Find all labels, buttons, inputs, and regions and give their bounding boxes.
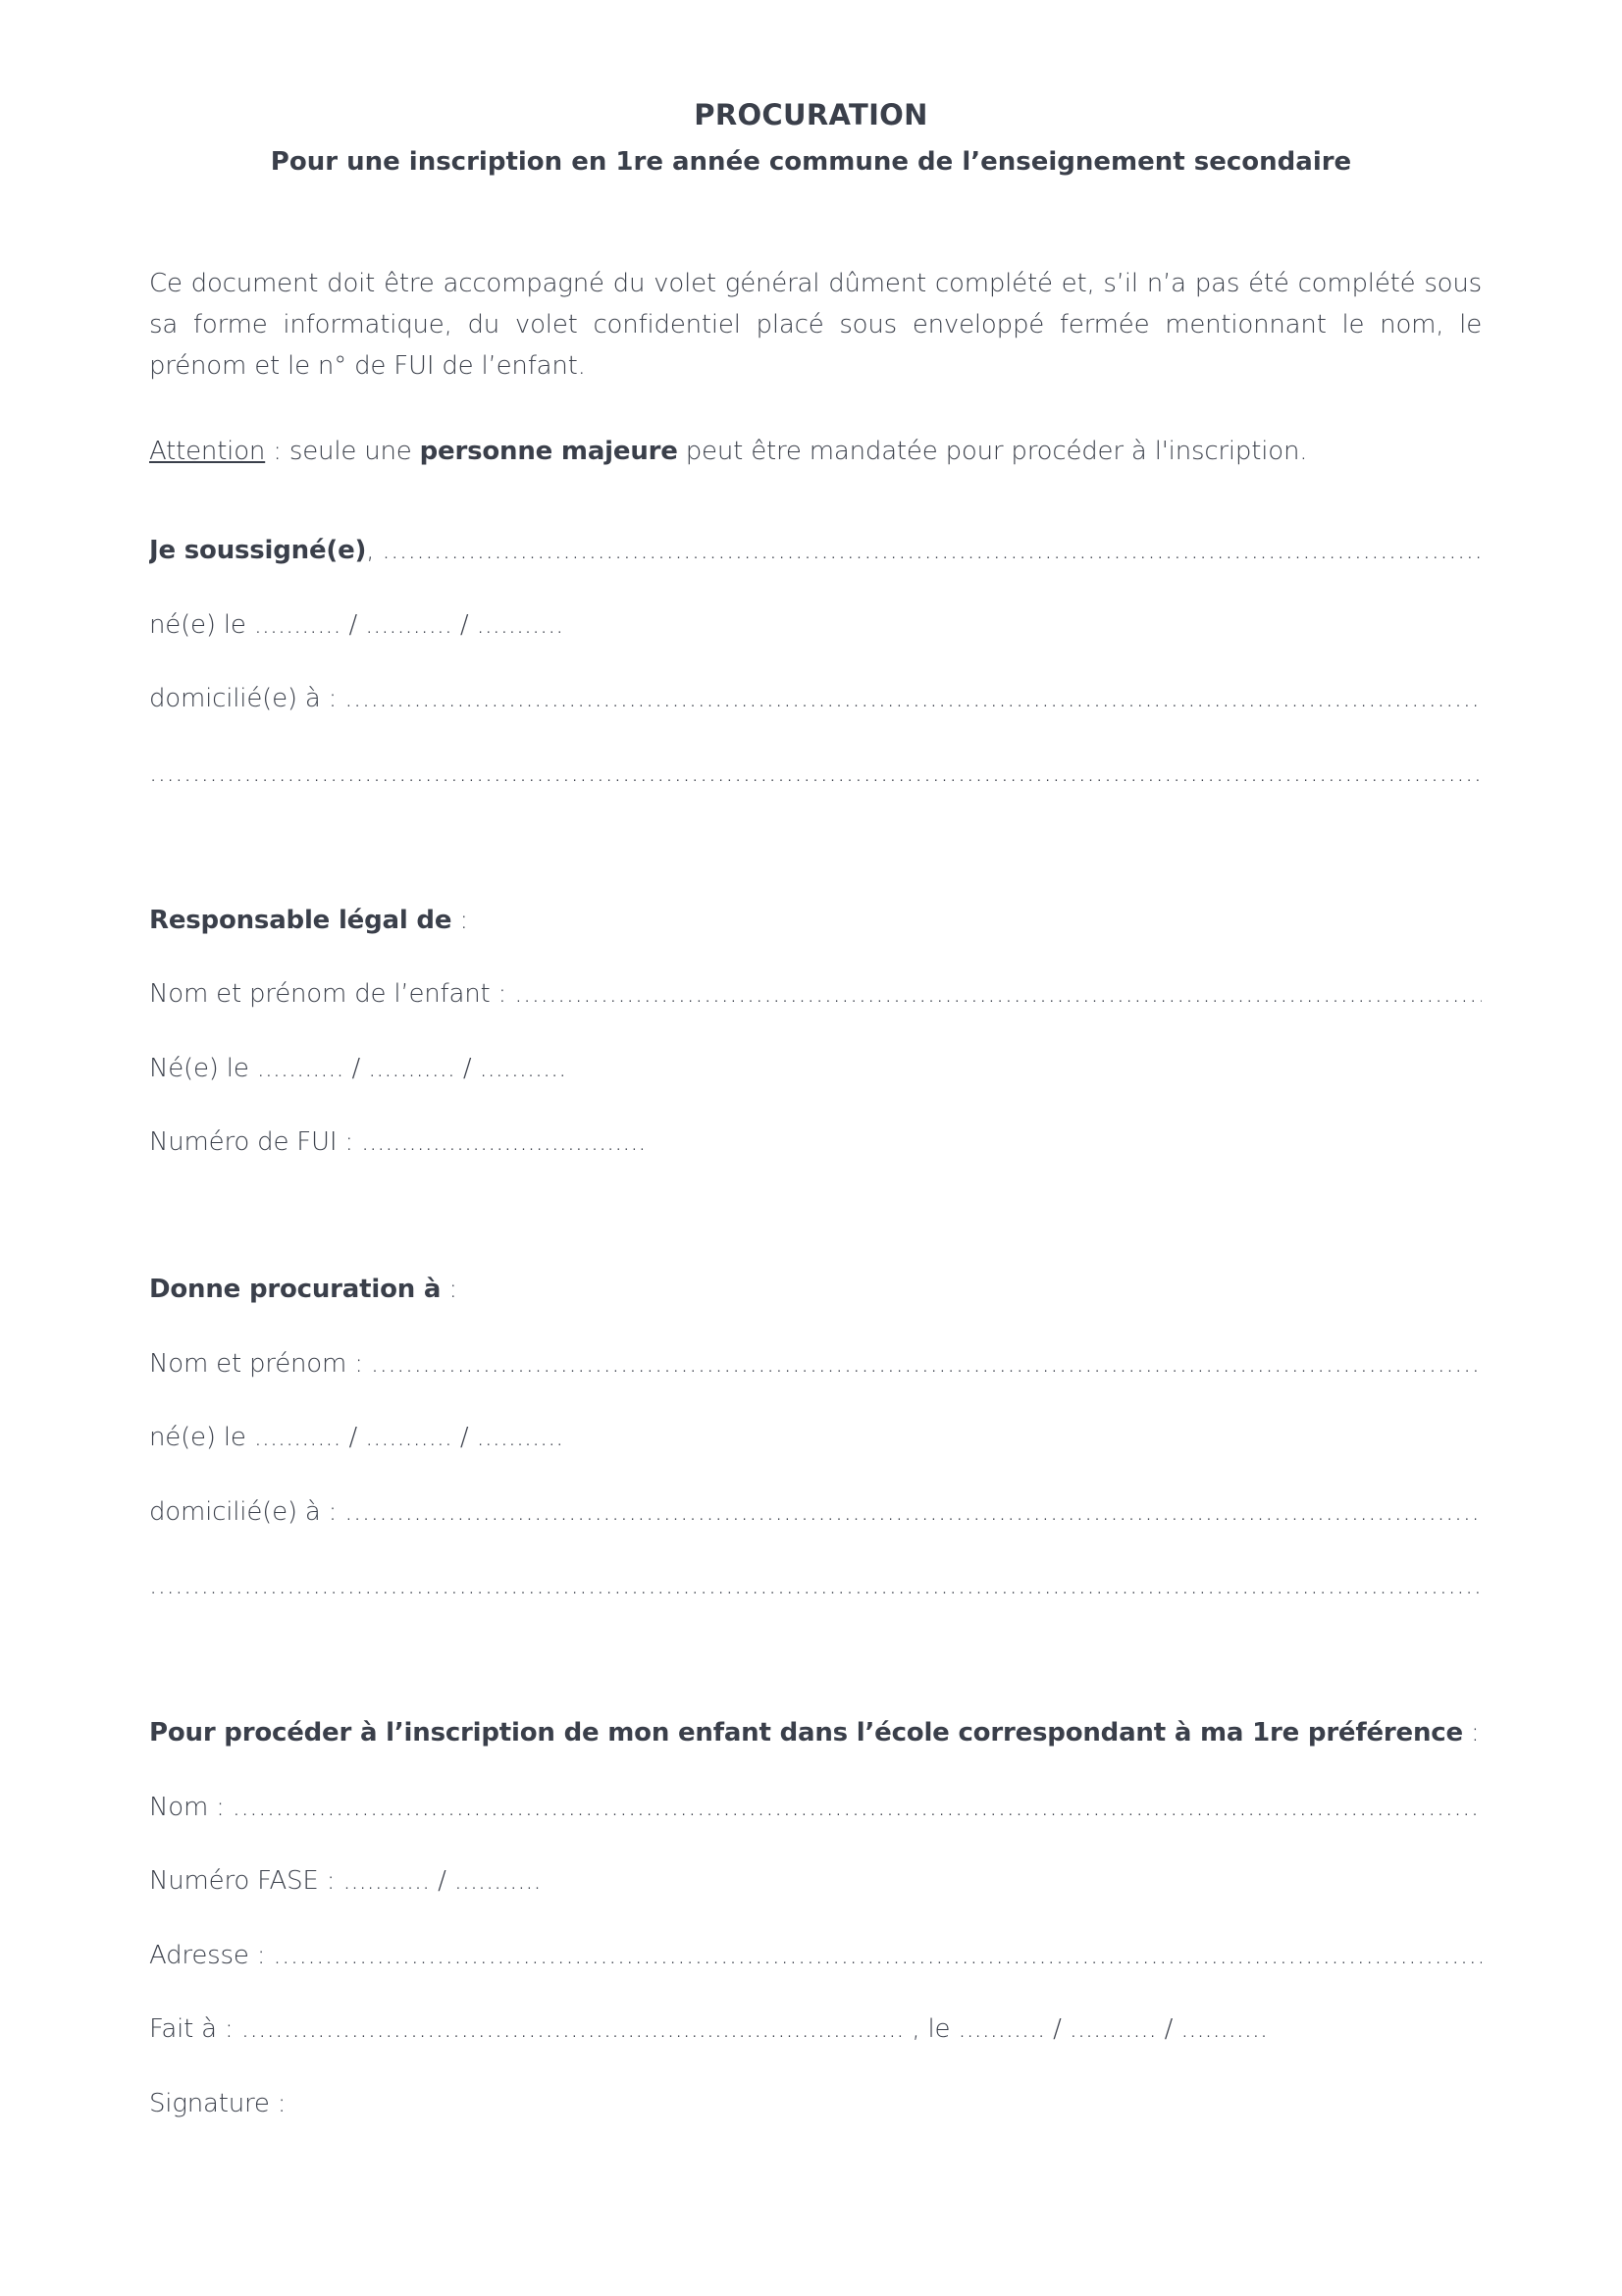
ecole-name-label: Nom : xyxy=(149,1793,233,1822)
mandataire-name-dots xyxy=(371,1344,1482,1383)
document-title: PROCURATION xyxy=(694,98,928,131)
soussigne-birth-field[interactable]: né(e) le ........... / ........... / ........... xyxy=(149,610,564,640)
ecole-fase-field[interactable]: Numéro FASE : ........... / ........... xyxy=(149,1866,542,1896)
procuration-heading-suffix: : xyxy=(441,1275,457,1304)
soussigne-address-dots-2 xyxy=(149,754,1482,793)
soussigne-address-dots xyxy=(344,679,1482,718)
mandataire-name-field[interactable] xyxy=(149,1344,1482,1383)
responsable-heading-suffix: : xyxy=(451,906,468,935)
ecole-address-field[interactable] xyxy=(149,1936,1482,1975)
soussigne-label: Je soussigné(e) xyxy=(149,536,367,565)
mandataire-address-dots xyxy=(344,1492,1482,1532)
procuration-heading xyxy=(149,1270,1482,1309)
mandataire-address-dots-2 xyxy=(149,1566,1482,1605)
child-birth-field[interactable]: Né(e) le ........... / ........... / ........... xyxy=(149,1054,567,1083)
mandataire-address-label: domicilié(e) à : xyxy=(149,1497,345,1527)
ecole-heading-suffix: : xyxy=(1462,1718,1480,1748)
responsable-heading xyxy=(149,901,1482,940)
ecole-name-field[interactable] xyxy=(149,1788,1482,1827)
fait-a-field[interactable]: Fait à : ……………………………………....................................... , le ........... / ........... / ........... xyxy=(149,2014,1268,2044)
soussigne-address-field[interactable] xyxy=(149,679,1482,718)
soussigne-address-label: domicilié(e) à : xyxy=(149,684,345,713)
soussigne-label-suffix: , xyxy=(366,536,383,565)
attention-bold: personne majeure xyxy=(419,437,678,466)
mandataire-address-field[interactable] xyxy=(149,1492,1482,1532)
document-subtitle: Pour une inscription en 1re année commune de l’enseignement secondaire xyxy=(270,147,1352,177)
procuration-heading-label: Donne procuration à xyxy=(149,1275,442,1304)
child-name-label: Nom et prénom de l’enfant : xyxy=(149,979,515,1009)
ecole-address-dots xyxy=(273,1936,1482,1975)
child-fui-field[interactable]: Numéro de FUI : .................................... xyxy=(149,1127,647,1157)
attention-text-2: peut être mandatée pour procéder à l'inscription. xyxy=(677,437,1308,466)
mandataire-address-field-2[interactable] xyxy=(149,1566,1482,1605)
child-name-dots xyxy=(514,974,1482,1014)
soussigne-name-dots xyxy=(382,531,1482,570)
mandataire-birth-field[interactable]: né(e) le ........... / ........... / ........... xyxy=(149,1423,564,1452)
attention-line xyxy=(149,432,1482,471)
attention-label: Attention xyxy=(149,437,266,466)
mandataire-name-label: Nom et prénom : xyxy=(149,1349,371,1379)
attention-text-1: : seule une xyxy=(265,437,420,466)
soussigne-name-field[interactable] xyxy=(149,531,1482,570)
ecole-heading xyxy=(149,1713,1482,1752)
soussigne-address-field-2[interactable] xyxy=(149,754,1482,793)
ecole-address-label: Adresse : xyxy=(149,1941,274,1970)
ecole-name-dots xyxy=(233,1788,1482,1827)
ecole-heading-label: Pour procéder à l’inscription de mon enfant dans l’école correspondant à ma 1re préférence xyxy=(149,1718,1463,1748)
intro-paragraph: Ce document doit être accompagné du volet général dûment complété et, s’il n’a pas été complété sous sa forme informatique, du volet confidentiel placé sous enveloppé fermée mentionnant le nom, le prénom et le n° de FUI de l’enfant. xyxy=(149,269,1482,381)
signature-field[interactable]: Signature : xyxy=(149,2089,287,2118)
responsable-heading-label: Responsable légal de xyxy=(149,906,452,935)
child-name-field[interactable] xyxy=(149,974,1482,1014)
